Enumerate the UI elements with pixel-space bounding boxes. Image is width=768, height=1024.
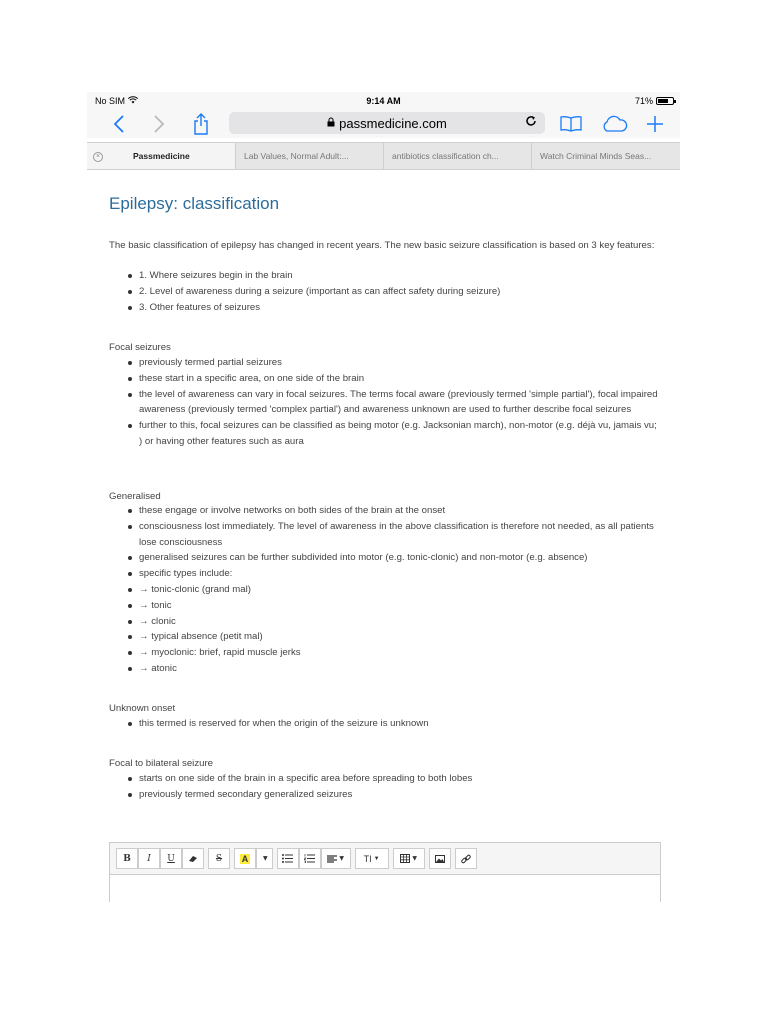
editor-toolbar [110,843,660,875]
share-icon[interactable] [191,112,211,136]
text-size-label: TI [363,853,372,864]
list-item: consciousness lost immediately. The level of awareness in the above classification is therefore not needed, as all patients lose consciousness [109,519,659,551]
bookmarks-icon[interactable] [559,112,583,136]
highlight-button[interactable] [234,848,256,869]
list-item: → typical absence (petit mal) [109,629,659,645]
list-item: 1. Where seizures begin in the brain [109,268,659,284]
chevron-down-icon: ▼ [412,855,417,862]
list-item: further to this, focal seizures can be classified as being motor (e.g. Jacksonian march), non-motor (e.g. déjà vu, jamais vu; ) or having other features such as aura [109,418,659,450]
align-icon[interactable] [321,848,351,869]
list-item: 2. Level of awareness during a seizure (important as can affect safety during seizure) [109,284,659,300]
list-item: specific types include: [109,566,659,582]
carrier-label: No SIM [95,96,126,106]
intro-list [109,268,659,315]
tab-label: Passmedicine [133,151,190,161]
tab-label: Watch Criminal Minds Seas... [540,151,652,161]
cloud-icon[interactable] [599,112,629,136]
chevron-down-icon: ▼ [373,855,380,862]
tab-antibiotics[interactable] [383,143,531,169]
page-content [87,170,680,902]
list-item: 3. Other features of seizures [109,300,659,316]
list-item: → tonic-clonic (grand mal) [109,582,659,598]
tab-label: Lab Values, Normal Adult:... [244,151,349,161]
url-text: passmedicine.com [339,115,447,131]
reload-icon[interactable] [525,115,537,130]
italic-button[interactable]: I [138,848,160,869]
chevron-down-icon: ▼ [339,855,344,862]
section-title-generalised: Generalised [109,491,161,502]
section-title-focal-to-bilateral: Focal to bilateral seizure [109,758,213,769]
browser-toolbar [87,110,680,138]
lock-icon [327,117,335,130]
focal-to-bilateral-list [109,771,659,803]
section-title-unknown-onset: Unknown onset [109,703,176,714]
list-item: the level of awareness can vary in focal seizures. The terms focal aware (previously termed 'simple partial'), focal impaired awareness (previously termed 'complex partial') and awareness unknown are used to further describe focal seizures [109,387,659,419]
page-title: Epilepsy: classification [109,194,280,213]
clock: 9:14 AM [366,96,401,106]
battery-icon [656,97,674,105]
new-tab-icon[interactable] [643,112,667,136]
list-item: previously termed secondary generalized seizures [109,787,659,803]
battery-percent: 71% [634,96,653,106]
numbered-list-icon[interactable] [299,848,321,869]
list-item: → tonic [109,598,659,614]
text-size-button[interactable] [355,848,389,869]
link-icon[interactable] [455,848,477,869]
eraser-icon[interactable] [182,848,204,869]
tab-lab-values[interactable] [235,143,383,169]
back-icon[interactable] [109,112,129,136]
battery-group [635,96,674,106]
list-item: → myoclonic: brief, rapid muscle jerks [109,645,659,661]
status-bar [87,92,680,110]
forward-icon[interactable] [149,112,169,136]
list-item: these engage or involve networks on both sides of the brain at the onset [109,503,659,519]
tab-label: antibiotics classification ch... [392,151,499,161]
bullet-list-icon[interactable] [277,848,299,869]
unknown-onset-list [109,716,659,732]
editor-body[interactable] [110,875,660,902]
strikethrough-button[interactable]: S [208,848,230,869]
list-item: this termed is reserved for when the origin of the seizure is unknown [109,716,659,732]
list-item: → atonic [109,661,659,677]
tab-passmedicine[interactable] [87,143,235,169]
focal-list [109,355,659,450]
section-title-focal: Focal seizures [109,342,171,353]
list-item: generalised seizures can be further subdivided into motor (e.g. tonic-clonic) and non-motor (e.g. absence) [109,550,659,566]
close-tab-icon[interactable]: × [93,152,103,162]
list-item: previously termed partial seizures [109,355,659,371]
image-icon[interactable] [429,848,451,869]
highlight-dropdown[interactable] [256,848,273,869]
battery-fill [658,99,668,103]
tab-bar [87,142,680,170]
ipad-screen [87,92,680,902]
highlight-label: A [241,853,249,864]
list-item: starts on one side of the brain in a specific area before spreading to both lobes [109,771,659,787]
tab-criminal-minds[interactable] [531,143,680,169]
rich-text-editor [109,842,661,902]
address-bar[interactable] [229,112,545,134]
table-icon[interactable] [393,848,425,869]
intro-paragraph: The basic classification of epilepsy has changed in recent years. The new basic seizure classification is based on 3 key features: [109,240,655,251]
list-item: these start in a specific area, on one side of the brain [109,371,659,387]
list-item: → clonic [109,614,659,630]
generalised-list [109,503,659,677]
underline-button[interactable]: U [160,848,182,869]
chevron-down-icon: ▼ [263,855,268,862]
bold-button[interactable]: B [116,848,138,869]
